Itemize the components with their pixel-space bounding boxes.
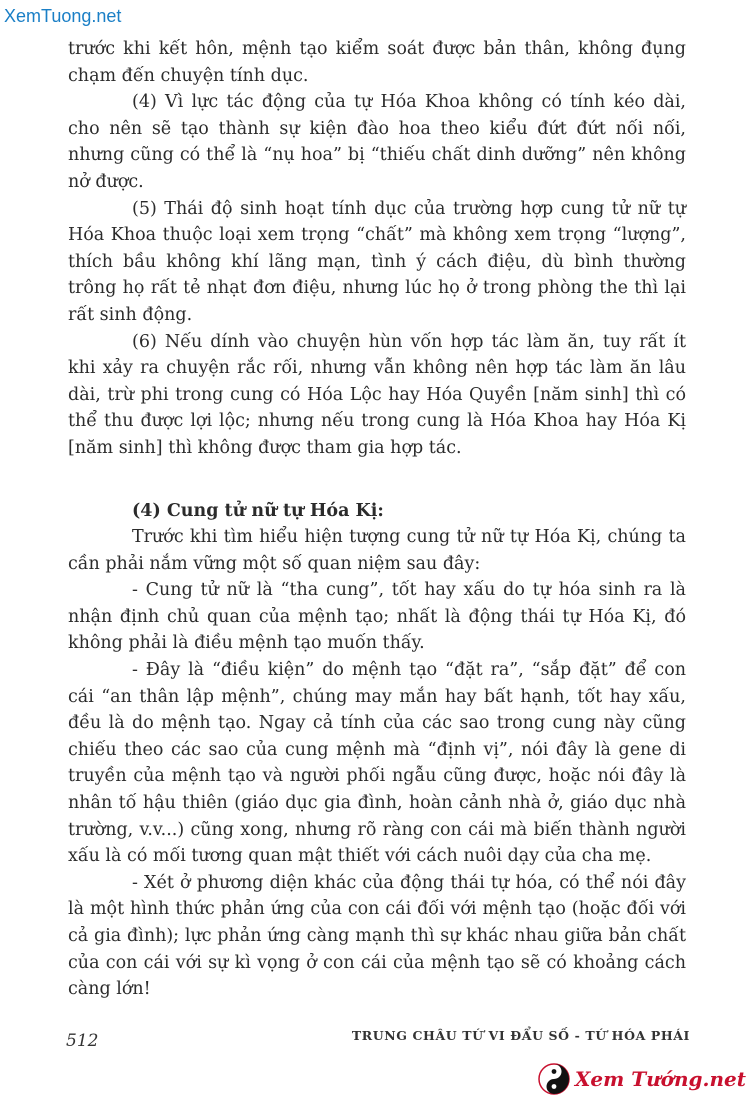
page-body [68,36,686,1003]
site-watermark[interactable]: XemTuong.net [4,6,122,26]
yin-yang-icon [537,1062,571,1096]
paragraph-continuation: trước khi kết hôn, mệnh tạo kiểm soát được bản thân, không đụng chạm đến chuyện tính dục. [68,39,686,86]
page-number: 512 [66,1031,99,1051]
paragraph-bullet-2: - Đây là “điều kiện” do mệnh tạo “đặt ra”, “sắp đặt” để con cái “an thân lập mệnh”, chúng may mắn hay bất hạnh, tốt hay xấu, đều là do mệnh tạo. Ngay cả tính của các sao trong cung này cũng chiếu theo các sao của cung mệnh mà “định vị”, nói đây là gene di truyền của mệnh tạo và người phối ngẫu cũng được, hoặc nói đây là nhân tố hậu thiên (giáo dục gia đình, hoàn cảnh nhà ở, giáo dục nhà trường, v.v...) cũng xong, nhưng rõ ràng con cái mà biến thành người xấu là có mối tương quan mật thiết với cách nuôi dạy của cha mẹ. [68,660,686,867]
section-heading: (4) Cung tử nữ tự Hóa Kị: [132,500,384,521]
paragraph-item-6: (6) Nếu dính vào chuyện hùn vốn hợp tác làm ăn, tuy rất ít khi xảy ra chuyện rắc rối, nhưng vẫn không nên hợp tác làm ăn lâu dài, trừ phi trong cung có Hóa Lộc hay Hóa Quyền [năm sinh] thì có thể thu được lợi lộc; nhưng nếu trong cung là Hóa Khoa hay Hóa Kị [năm sinh] thì không được tham gia hợp tác. [68,331,686,458]
paragraph-item-4: (4) Vì lực tác động của tự Hóa Khoa không có tính kéo dài, cho nên sẽ tạo thành sự kiện đào hoa theo kiểu đứt đứt nối nối, nhưng cũng có thể là “nụ hoa” bị “thiếu chất dinh dưỡng” nên không nở được. [68,92,686,192]
site-logo[interactable] [537,1062,746,1096]
paragraph-bullet-3: - Xét ở phương diện khác của động thái tự hóa, có thể nói đây là một hình thức phản ứng của con cái đối với mệnh tạo (hoặc đối với cả gia đình); lực phản ứng càng mạnh thì sự khác nhau giữa bản chất của con cái với sự kì vọng ở con cái của mệnh tạo sẽ có khoảng cách càng lớn! [68,872,686,1000]
paragraph-item-5: (5) Thái độ sinh hoạt tính dục của trường hợp cung tử nữ tự Hóa Khoa thuộc loại xem trọng “chất” mà không xem trọng “lượng”, thích bầu không khí lãng mạn, tình ý cách điệu, dù bình thường trông họ rất tẻ nhạt đơn điệu, nhưng lúc họ ở trong phòng the thì lại rất sinh động. [68,198,686,325]
paragraph-intro: Trước khi tìm hiểu hiện tượng cung tử nữ tự Hóa Kị, chúng ta cần phải nắm vững một số quan niệm sau đây: [68,527,686,574]
logo-text: Xem Tướng.net [574,1067,746,1091]
paragraph-bullet-1: - Cung tử nữ là “tha cung”, tốt hay xấu do tự hóa sinh ra là nhận định chủ quan của mệnh tạo; nhất là động thái tự Hóa Kị, đó không phải là điều mệnh tạo muốn thấy. [68,580,686,654]
running-title: TRUNG CHÂU TỨ VI ĐẨU SỐ - TỨ HÓA PHÁI [351,1028,690,1043]
